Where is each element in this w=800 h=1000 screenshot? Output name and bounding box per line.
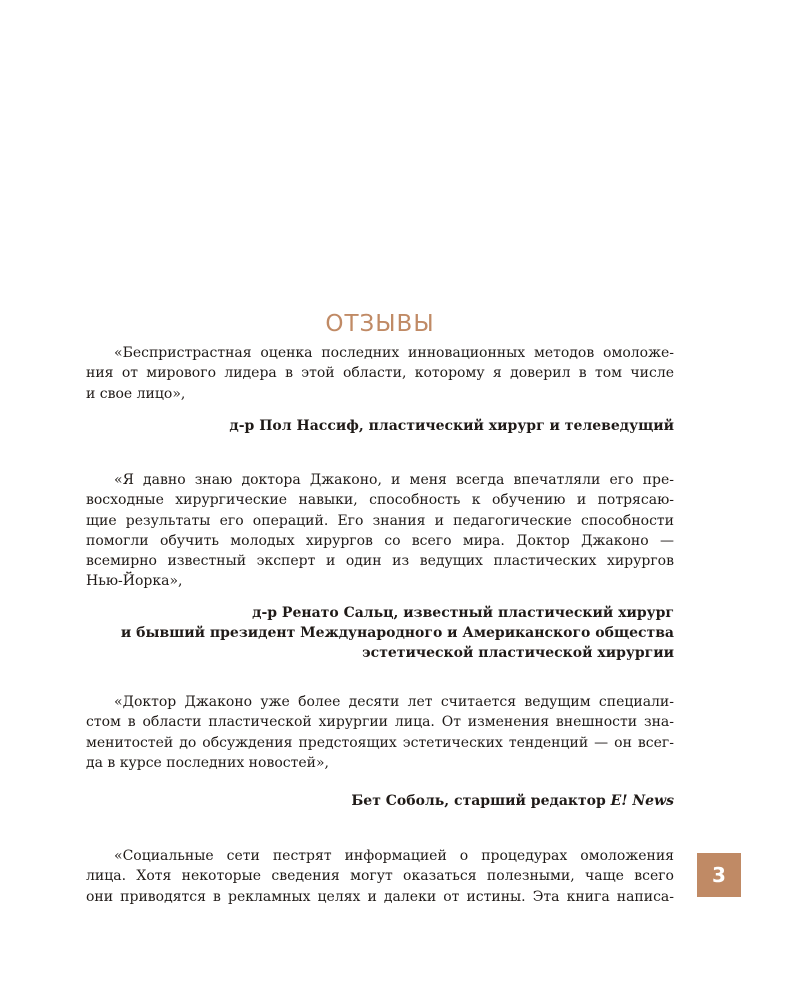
- testimonial-attribution: [86, 791, 674, 811]
- testimonial-text: [86, 470, 674, 592]
- testimonial-line: и свое лицо»,: [86, 385, 186, 402]
- testimonial-attribution: [86, 603, 674, 663]
- testimonial-line: восходные хирургические навыки, способность к обучению и потрясаю-: [86, 492, 674, 509]
- testimonial-line: Нью-Йорка»,: [86, 573, 183, 590]
- testimonial-line: всемирно известный эксперт и один из ведущих пластических хирургов: [86, 553, 674, 570]
- testimonial-line: «Социальные сети пестрят информацией о процедурах омоложения: [114, 848, 674, 864]
- testimonial-line: ния от мирового лидера в этой области, которому я доверил в том числе: [86, 365, 674, 382]
- testimonial-text: [86, 846, 674, 907]
- attribution-line: эстетической пластической хирургии: [362, 645, 674, 661]
- testimonial-line: помогли обучить молодых хирургов со всего мира. Доктор Джаконо —: [86, 532, 674, 549]
- attribution-line: и бывший президент Международного и Американского общества: [120, 625, 674, 641]
- testimonial-text: [86, 692, 674, 773]
- page-number: 3: [712, 863, 726, 887]
- attribution-prefix: Бет Соболь, старший редактор: [351, 793, 611, 809]
- attribution-line: д-р Пол Нассиф, пластический хирург и телеведущий: [229, 418, 674, 434]
- page-title: ОТЗЫВЫ: [325, 311, 435, 338]
- publication-name: E! News: [610, 793, 674, 809]
- testimonial-line: щие результаты его операций. Его знания и педагогические способности: [86, 512, 674, 529]
- attribution-line: [86, 791, 674, 811]
- testimonial-attribution: [86, 416, 674, 436]
- testimonial-line: стом в области пластической хирургии лица. От изменения внешности зна-: [86, 714, 674, 731]
- testimonial-line: «Доктор Джаконо уже более десяти лет считается ведущим специали-: [114, 694, 674, 710]
- testimonial-line: «Я давно знаю доктора Джаконо, и меня всегда впечатляли его пре-: [114, 472, 674, 488]
- testimonial-line: да в курсе последних новостей»,: [86, 754, 329, 771]
- testimonial-line: они приводятся в рекламных целях и далеки от истины. Эта книга написа-: [86, 888, 674, 905]
- attribution-line: д-р Ренато Сальц, известный пластический хирург: [252, 605, 674, 621]
- testimonial-text: [86, 343, 674, 404]
- testimonial-line: менитостей до обсуждения предстоящих эстетических тенденций — он всег-: [86, 734, 674, 751]
- page-number-badge: [697, 853, 741, 897]
- testimonial-line: «Беспристрастная оценка последних инновационных методов омоложе-: [114, 345, 674, 361]
- testimonial-line: лица. Хотя некоторые сведения могут оказаться полезными, чаще всего: [86, 868, 674, 885]
